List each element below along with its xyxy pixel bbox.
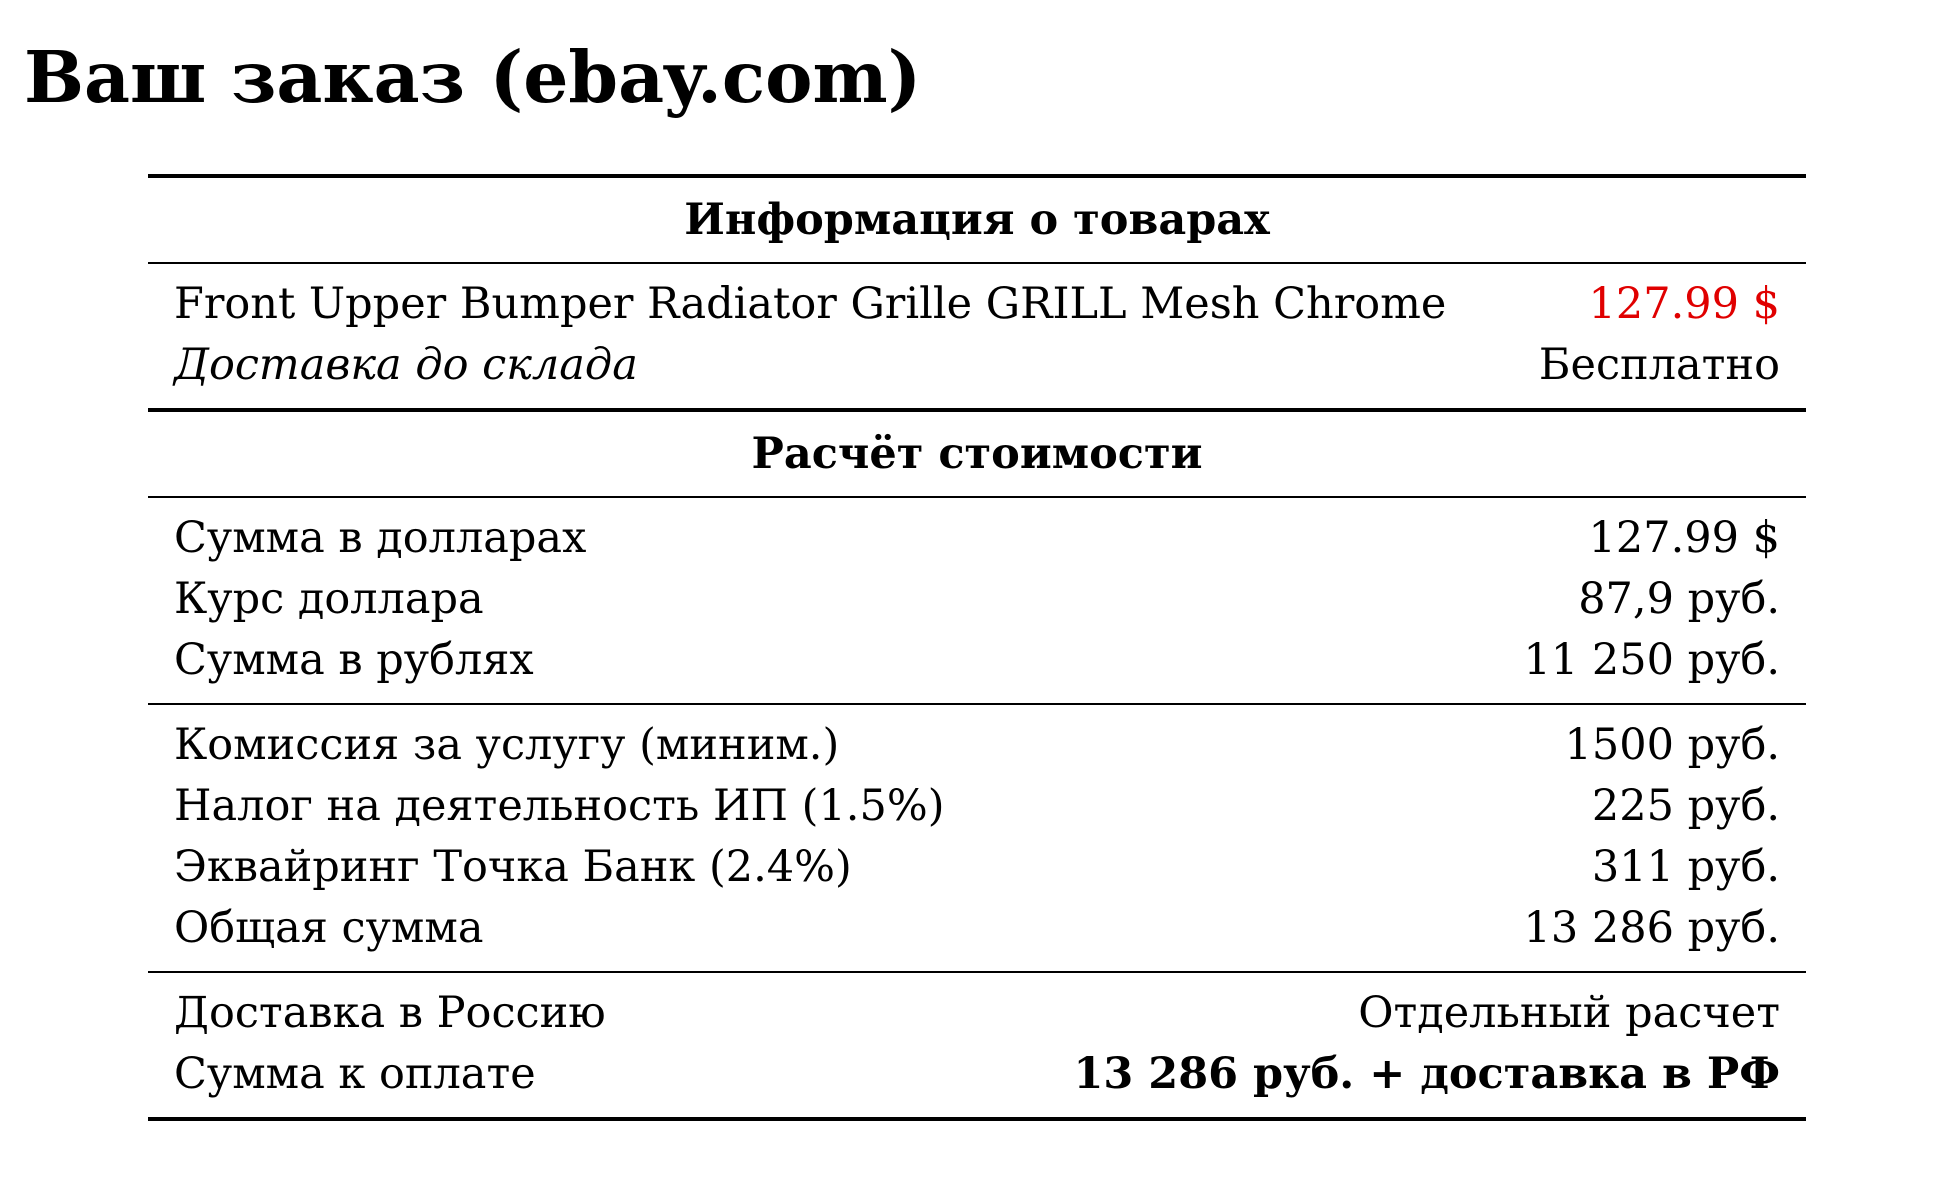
row-label: Общая сумма [174,903,484,953]
warehouse-delivery-label: Доставка до склада [174,340,638,390]
cost-row-total [174,898,1780,959]
row-value: 1500 руб. [1564,720,1780,770]
cost-row-amount-due [174,1044,1780,1105]
cost-row-usd-sum [174,508,1780,569]
cost-row-tax [174,776,1780,837]
cost-row-rub-sum [174,630,1780,691]
cost-row-service-fee [174,715,1780,776]
product-info-heading: Информация о товарах [684,195,1270,245]
product-row [174,274,1780,335]
product-group [148,264,1806,408]
product-price: 127.99 $ [1588,279,1780,329]
fees-group [148,705,1806,971]
conversion-group [148,498,1806,703]
row-value: 127.99 $ [1588,513,1780,563]
cost-row-russia-delivery [174,983,1780,1044]
row-label: Курс доллара [174,574,484,624]
amount-due-value: 13 286 руб. + доставка в РФ [1073,1049,1780,1099]
cost-row-acquiring [174,837,1780,898]
warehouse-delivery-row [174,335,1780,396]
cost-calculation-heading: Расчёт стоимости [751,429,1203,479]
page-title: Ваш заказ (ebay.com) [24,35,922,119]
row-label: Налог на деятельность ИП (1.5%) [174,781,945,831]
row-value: 225 руб. [1591,781,1780,831]
row-value: Отдельный расчет [1358,988,1780,1038]
warehouse-delivery-value: Бесплатно [1538,340,1780,390]
row-label: Сумма к оплате [174,1049,536,1099]
order-summary-table [148,174,1806,1121]
row-label: Сумма в рублях [174,635,534,685]
row-label: Сумма в долларах [174,513,587,563]
row-value: 87,9 руб. [1578,574,1780,624]
row-value: 311 руб. [1591,842,1780,892]
final-group [148,973,1806,1117]
cost-row-exchange-rate [174,569,1780,630]
row-label: Эквайринг Точка Банк (2.4%) [174,842,852,892]
bottom-rule [148,1117,1806,1121]
row-value: 11 250 руб. [1523,635,1780,685]
row-label: Комиссия за услугу (миним.) [174,720,840,770]
row-label: Доставка в Россию [174,988,606,1038]
row-value: 13 286 руб. [1523,903,1780,953]
product-name: Front Upper Bumper Radiator Grille GRILL Mesh Chrome [174,279,1447,329]
